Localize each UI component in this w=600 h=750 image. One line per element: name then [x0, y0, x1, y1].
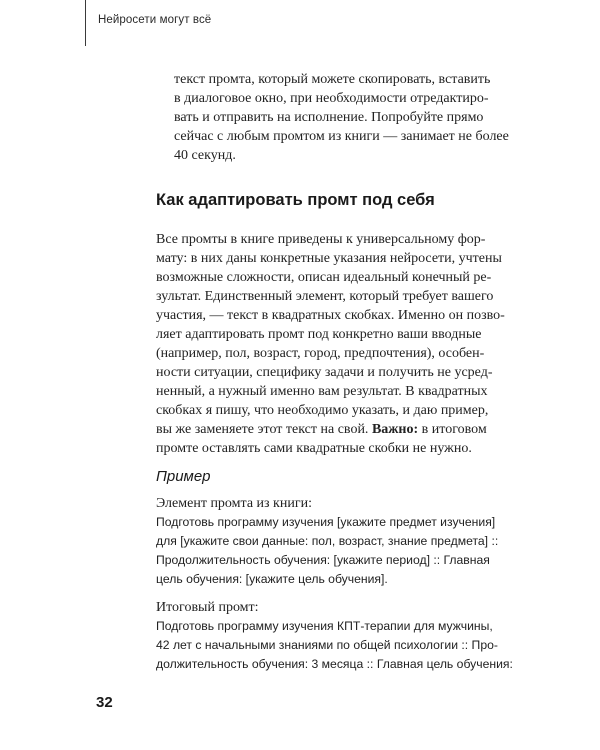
text-line: мату: в них даны конкретные указания нейросети, учтены: [156, 251, 502, 266]
prompt-line: цель обучения: [укажите цель обучения].: [156, 572, 388, 586]
prompt-line: Подготовь программу изучения [укажите предмет изучения]: [156, 515, 496, 529]
text-line: ненный, а нужный именно вам результат. В квадратных: [156, 384, 488, 399]
text-fragment: вы же заменяете этот текст на свой.: [156, 422, 369, 437]
page-number: 32: [96, 694, 113, 711]
prompt-line: Подготовь программу изучения КПТ-терапии для мужчины,: [156, 619, 493, 633]
text-line: 40 секунд.: [174, 148, 236, 163]
example-final-label: Итоговый промт:: [156, 600, 259, 615]
text-line: вать и отправить на исполнение. Попробуйте прямо: [174, 110, 484, 125]
text-line: скобках я пишу, что необходимо указать, и даю пример,: [156, 403, 489, 418]
text-line: (например, пол, возраст, город, предпочтения), особен-: [156, 346, 485, 361]
intro-paragraph: [174, 70, 509, 165]
section-title: Как адаптировать промт под себя: [156, 191, 435, 209]
example-final-block: [156, 598, 513, 674]
text-line: зультат. Единственный элемент, который требует вашего: [156, 289, 494, 304]
text-line: текст промта, который можете скопировать, вставить: [174, 72, 491, 87]
text-line: ности ситуации, специфику задачи и получить не усред-: [156, 365, 493, 380]
emphasis-label: Важно:: [371, 422, 419, 437]
example-title: Пример: [156, 468, 211, 485]
prompt-line: Продолжительность обучения: [укажите период] :: Главная: [156, 553, 490, 567]
text-line-with-emphasis: [156, 420, 493, 439]
prompt-line: должительность обучения: 3 месяца :: Главная цель обучения:: [156, 657, 513, 671]
text-line: Все промты в книге приведены к универсальному фор-: [156, 232, 486, 247]
text-line: ляет адаптировать промт под конкретно ваши вводные: [156, 327, 482, 342]
text-fragment: в итоговом: [418, 422, 487, 437]
text-line: возможные сложности, описан идеальный конечный ре-: [156, 270, 492, 285]
text-line: сейчас с любым промтом из книги — занимает не более: [174, 129, 509, 144]
prompt-line: для [укажите свои данные: пол, возраст, знание предмета] ::: [156, 534, 499, 548]
text-line: промте оставлять сами квадратные скобки не нужно.: [156, 441, 472, 456]
running-header: Нейросети могут всё: [98, 14, 212, 26]
text-line: в диалоговое окно, при необходимости отредактиро-: [174, 91, 489, 106]
example-element-block: [156, 494, 499, 589]
example-element-label: Элемент промта из книги:: [156, 496, 312, 511]
header-rule: [85, 0, 86, 46]
text-line: участия, — текст в квадратных скобках. Именно он позво-: [156, 308, 505, 323]
section-paragraph: [156, 230, 505, 458]
prompt-line: 42 лет с начальными знаниями по общей психологии :: Про-: [156, 638, 498, 652]
